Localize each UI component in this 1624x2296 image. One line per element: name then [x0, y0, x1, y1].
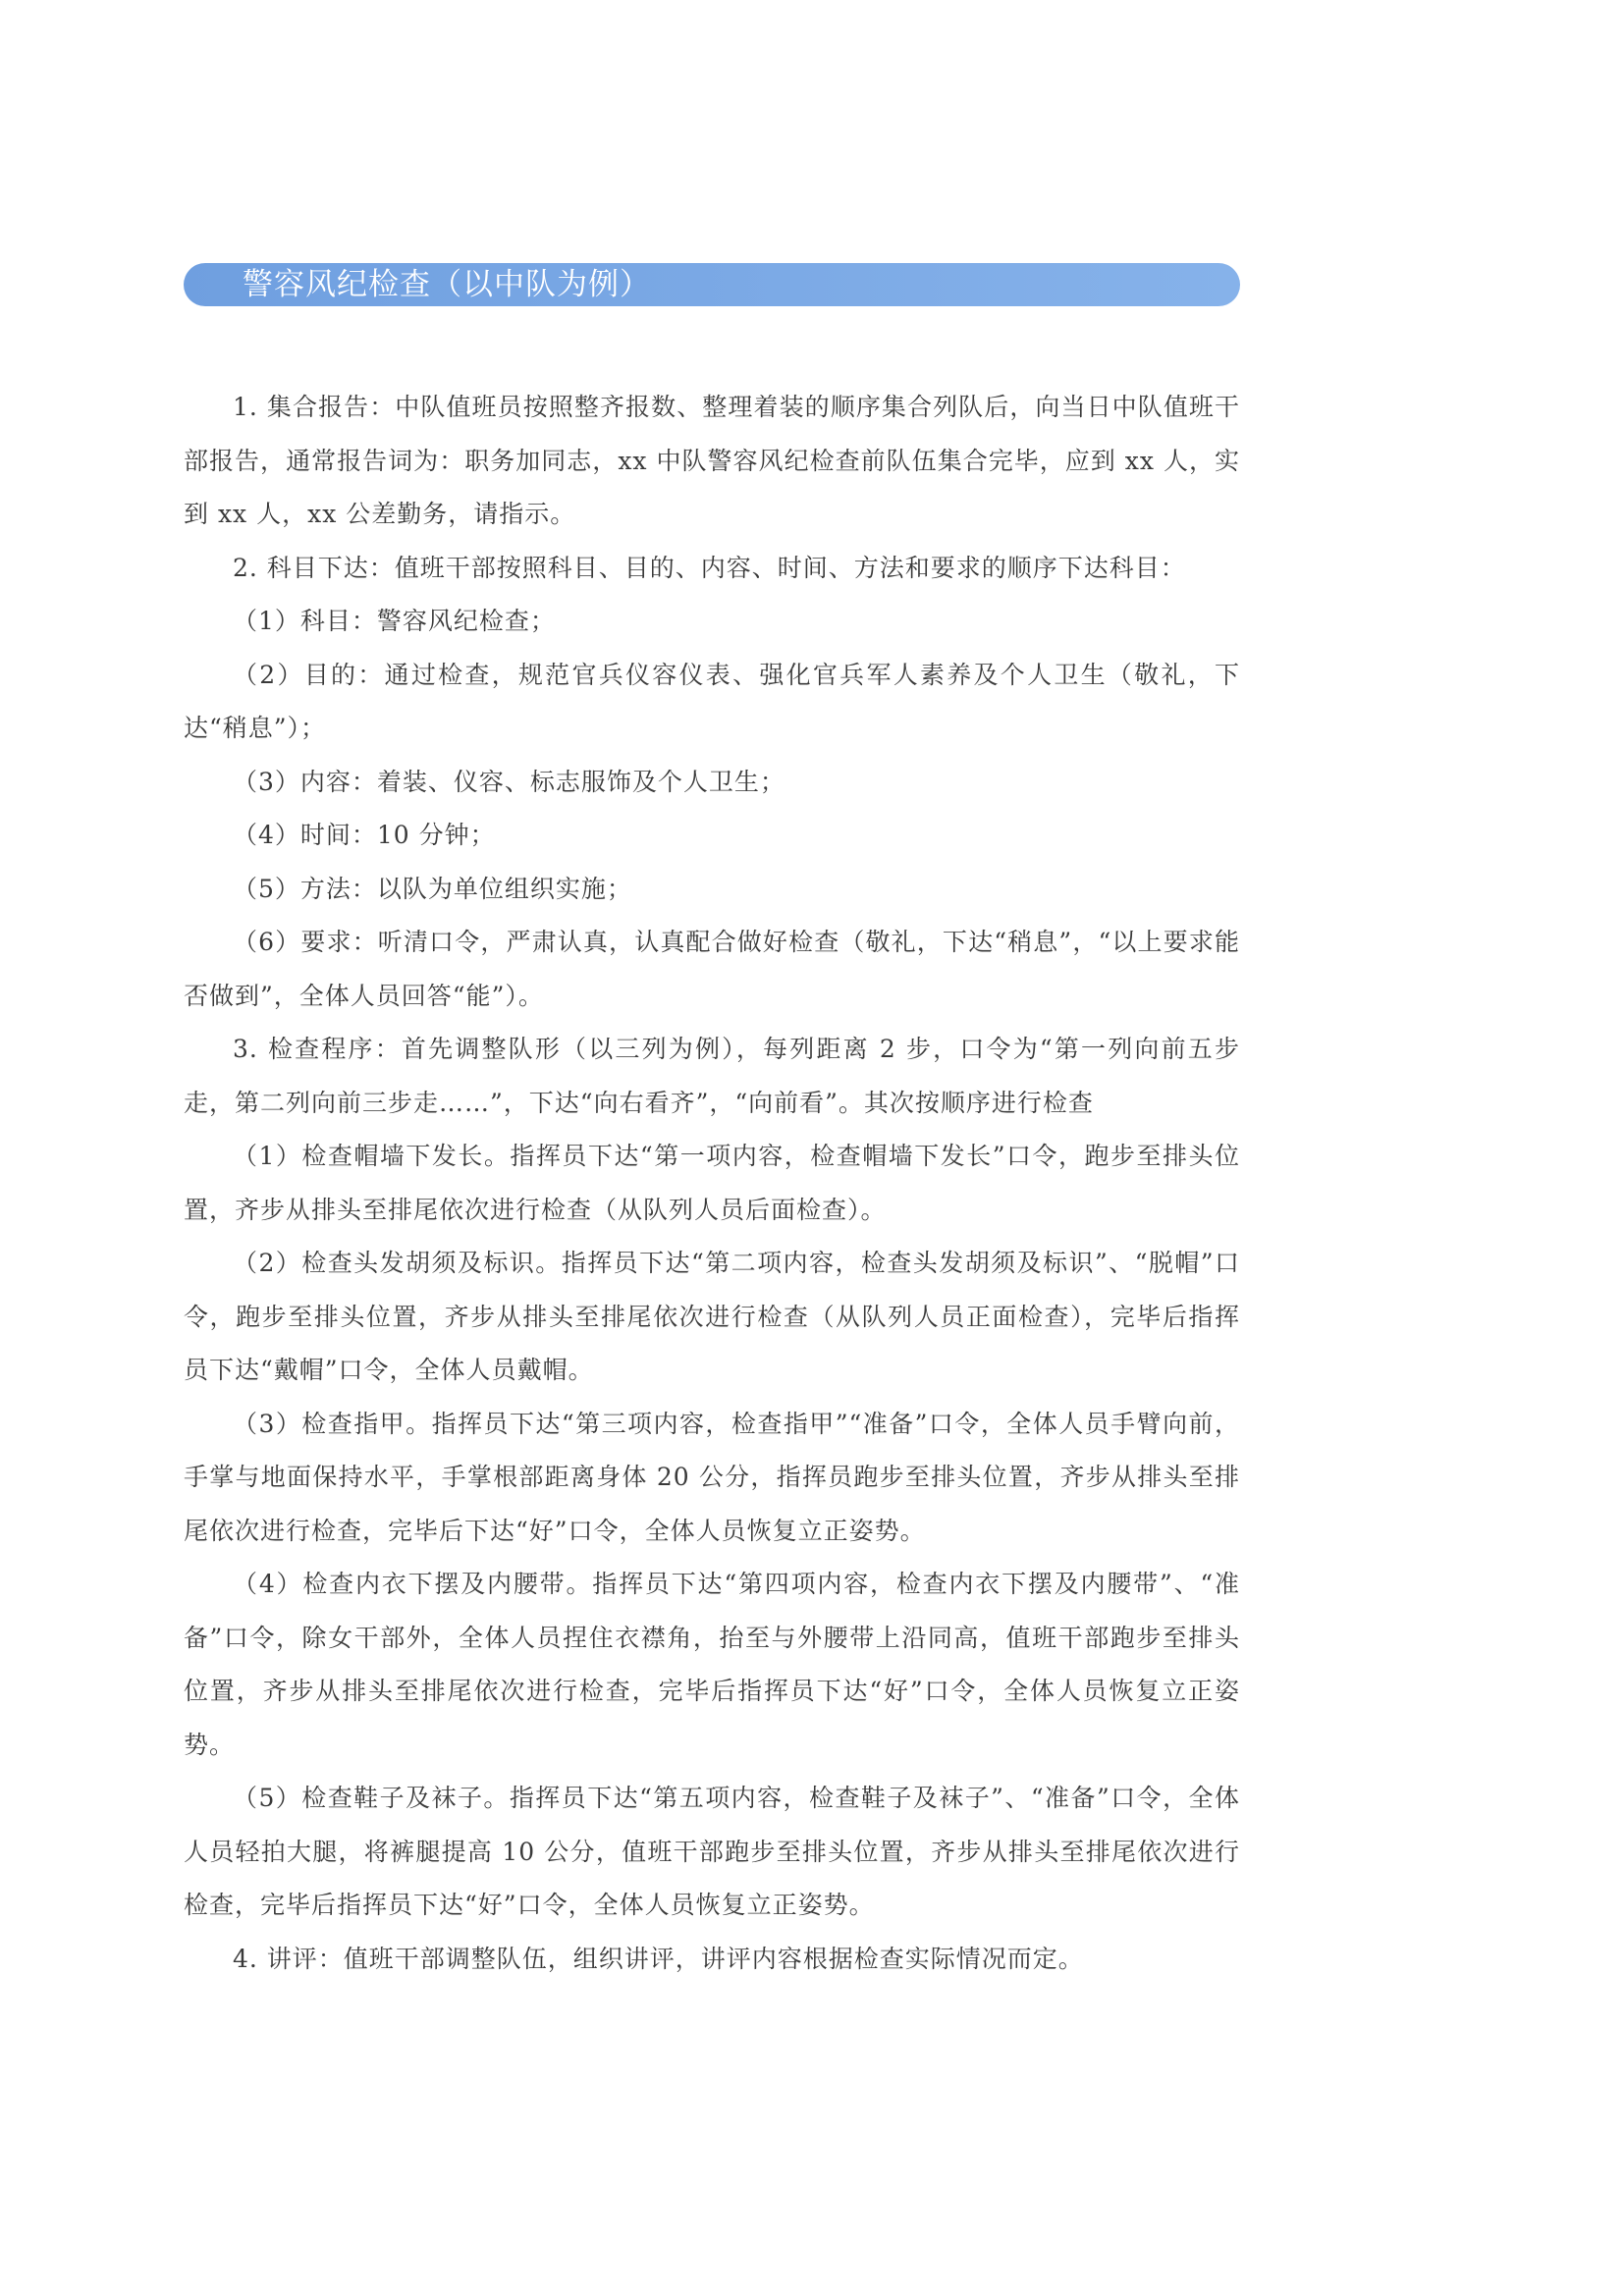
section-title: 警容风纪检查（以中队为例） — [243, 267, 651, 302]
document-body — [184, 381, 1240, 1986]
paragraph-check-undershirt-belt: （4）检查内衣下摆及内腰带。指挥员下达“第四项内容，检查内衣下摆及内腰带”、“准备”口令，除女干部外，全体人员捏住衣襟角，抬至与外腰带上沿同高，值班干部跑步至排头位置，齐步从排头至排尾依次进行检查，完毕后指挥员下达“好”口令，全体人员恢复立正姿势。 — [184, 1570, 1240, 1759]
paragraph-check-shoes-socks: （5）检查鞋子及袜子。指挥员下达“第五项内容，检查鞋子及袜子”、“准备”口令，全体人员轻拍大腿，将裤腿提高 10 公分，值班干部跑步至排头位置，齐步从排头至排尾依次进行检查，完毕后指挥员下达“好”口令，全体人员恢复立正姿势。 — [184, 1784, 1240, 1919]
paragraph-review: 4. 讲评：值班干部调整队伍，组织讲评，讲评内容根据检查实际情况而定。 — [233, 1944, 1084, 1973]
section-title-bar — [184, 263, 1240, 306]
paragraph-check-hair-beard: （2）检查头发胡须及标识。指挥员下达“第二项内容，检查头发胡须及标识”、“脱帽”口令，跑步至排头位置，齐步从排头至排尾依次进行检查（从队列人员正面检查），完毕后指挥员下达“戴帽”口令，全体人员戴帽。 — [184, 1249, 1240, 1384]
paragraph-time: （4）时间：10 分钟； — [233, 821, 496, 849]
paragraph-requirements: （6）要求：听清口令，严肃认真，认真配合做好检查（敬礼，下达“稍息”，“以上要求能否做到”，全体人员回答“能”）。 — [184, 928, 1240, 1010]
paragraph-subject-issue: 2. 科目下达：值班干部按照科目、目的、内容、时间、方法和要求的顺序下达科目： — [233, 553, 1186, 582]
paragraph-content: （3）内容：着装、仪容、标志服饰及个人卫生； — [233, 767, 785, 796]
paragraph-inspection-procedure: 3. 检查程序：首先调整队形（以三列为例），每列距离 2 步，口令为“第一列向前五步走，第二列向前三步走……”，下达“向右看齐”，“向前看”。其次按顺序进行检查 — [184, 1035, 1240, 1117]
paragraph-method: （5）方法：以队为单位组织实施； — [233, 874, 632, 903]
paragraph-assembly-report: 1. 集合报告：中队值班员按照整齐报数、整理着装的顺序集合列队后，向当日中队值班干部报告，通常报告词为：职务加同志，xx 中队警容风纪检查前队伍集合完毕，应到 xx 人，实到 xx 人，xx 公差勤务，请指示。 — [184, 393, 1240, 528]
paragraph-check-hair-under-cap: （1）检查帽墙下发长。指挥员下达“第一项内容，检查帽墙下发长”口令，跑步至排头位置，齐步从排头至排尾依次进行检查（从队列人员后面检查）。 — [184, 1142, 1240, 1224]
paragraph-check-nails: （3）检查指甲。指挥员下达“第三项内容，检查指甲”“准备”口令，全体人员手臂向前，手掌与地面保持水平，手掌根部距离身体 20 公分，指挥员跑步至排头位置，齐步从排头至排尾依次进行检查，完毕后下达“好”口令，全体人员恢复立正姿势。 — [184, 1409, 1240, 1545]
paragraph-subject: （1）科目：警容风纪检查； — [233, 607, 556, 635]
paragraph-purpose: （2）目的：通过检查，规范官兵仪容仪表、强化官兵军人素养及个人卫生（敬礼，下达“稍息”）； — [184, 660, 1240, 742]
